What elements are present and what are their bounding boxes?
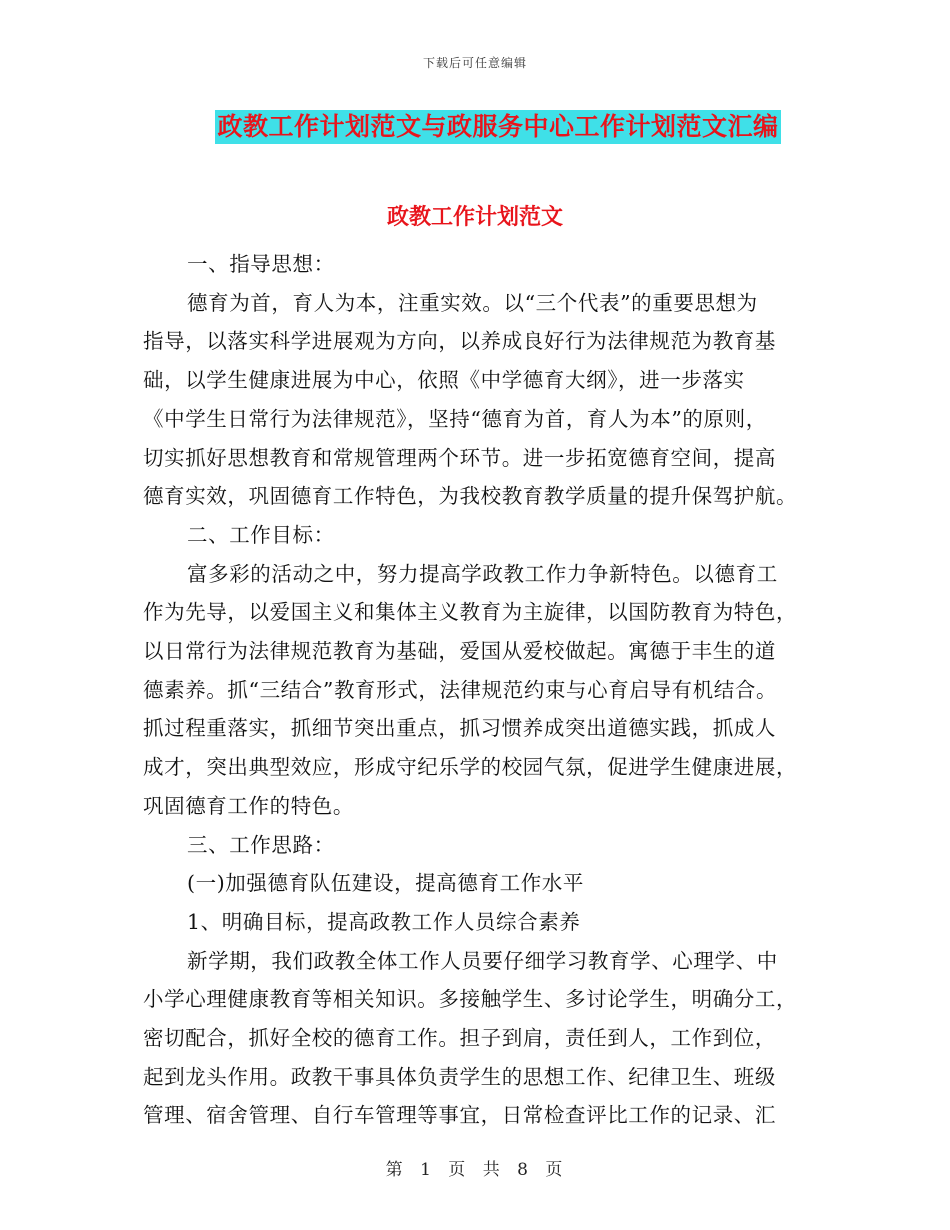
body-line: 础，以学生健康进展为中心，依照《中学德育大纲》，进一步落实 — [143, 368, 745, 393]
body-line: 富多彩的活动之中，努力提高学政教工作力争新特色。以德育工 — [187, 561, 778, 586]
body-line: 三、工作思路： — [187, 832, 335, 857]
body-line: 管理、宿舍管理、自行车管理等事宜，日常检查评比工作的记录、汇 — [143, 1103, 776, 1128]
document-body — [143, 245, 811, 1135]
document-title: 政教工作计划范文与政服务中心工作计划范文汇编 — [215, 110, 780, 144]
header-note: 下载后可任意编辑 — [422, 56, 527, 70]
body-line: 1、明确目标，提高政教工作人员综合素养 — [187, 909, 581, 934]
body-line: 一、指导思想： — [187, 252, 335, 276]
footer-page-prefix: 第 — [385, 1160, 405, 1180]
body-line: 指导，以落实科学进展观为方向，以养成良好行为法律规范为教育基 — [143, 329, 776, 354]
body-line: 密切配合，抓好全校的德育工作。担子到肩，责任到人，工作到位， — [143, 1026, 776, 1051]
body-line: (一)加强德育队伍建设，提高德育工作水平 — [187, 871, 584, 896]
body-line: 巩固德育工作的特色。 — [143, 793, 354, 818]
footer-total-pages: 8 — [517, 1160, 530, 1180]
body-line: 德育为首，育人为本，注重实效。以“三个代表”的重要思想为 — [187, 290, 758, 315]
body-line: 切实抓好思想教育和常规管理两个环节。进一步拓宽德育空间，提高 — [143, 445, 776, 470]
body-line: 成才，突出典型效应，形成守纪乐学的校园气氛，促进学生健康进展， — [143, 755, 798, 780]
body-line: 抓过程重落实，抓细节突出重点，抓习惯养成突出道德实践，抓成人 — [143, 716, 776, 741]
body-line: 起到龙头作用。政教干事具体负责学生的思想工作、纪律卫生、班级 — [143, 1064, 776, 1089]
body-line: 新学期，我们政教全体工作人员要仔细学习教育学、心理学、中 — [187, 948, 778, 973]
body-line: 德素养。抓“三结合”教育形式，法律规范约束与心育启导有机结合。 — [143, 677, 778, 702]
body-line: 作为先导，以爱国主义和集体主义教育为主旋律，以国防教育为特色， — [143, 600, 798, 625]
document-title-container — [0, 110, 950, 144]
page-footer — [0, 1155, 950, 1180]
footer-total-prefix: 共 — [482, 1160, 502, 1180]
footer-page-word: 页 — [448, 1160, 468, 1180]
body-line: 小学心理健康教育等相关知识。多接触学生、多讨论学生，明确分工， — [143, 987, 798, 1012]
section-title: 政教工作计划范文 — [386, 204, 563, 230]
footer-page-number: 1 — [420, 1160, 433, 1180]
body-line: 德育实效，巩固德育工作特色，为我校教育教学质量的提升保驾护航。 — [143, 484, 798, 509]
body-line: 以日常行为法律规范教育为基础，爱国从爱校做起。寓德于丰生的道 — [143, 639, 776, 664]
body-line: 《中学生日常行为法律规范》，坚持“德育为首，育人为本”的原则， — [143, 406, 767, 431]
footer-total-word: 页 — [545, 1160, 565, 1180]
body-line: 二、工作目标： — [187, 522, 335, 547]
